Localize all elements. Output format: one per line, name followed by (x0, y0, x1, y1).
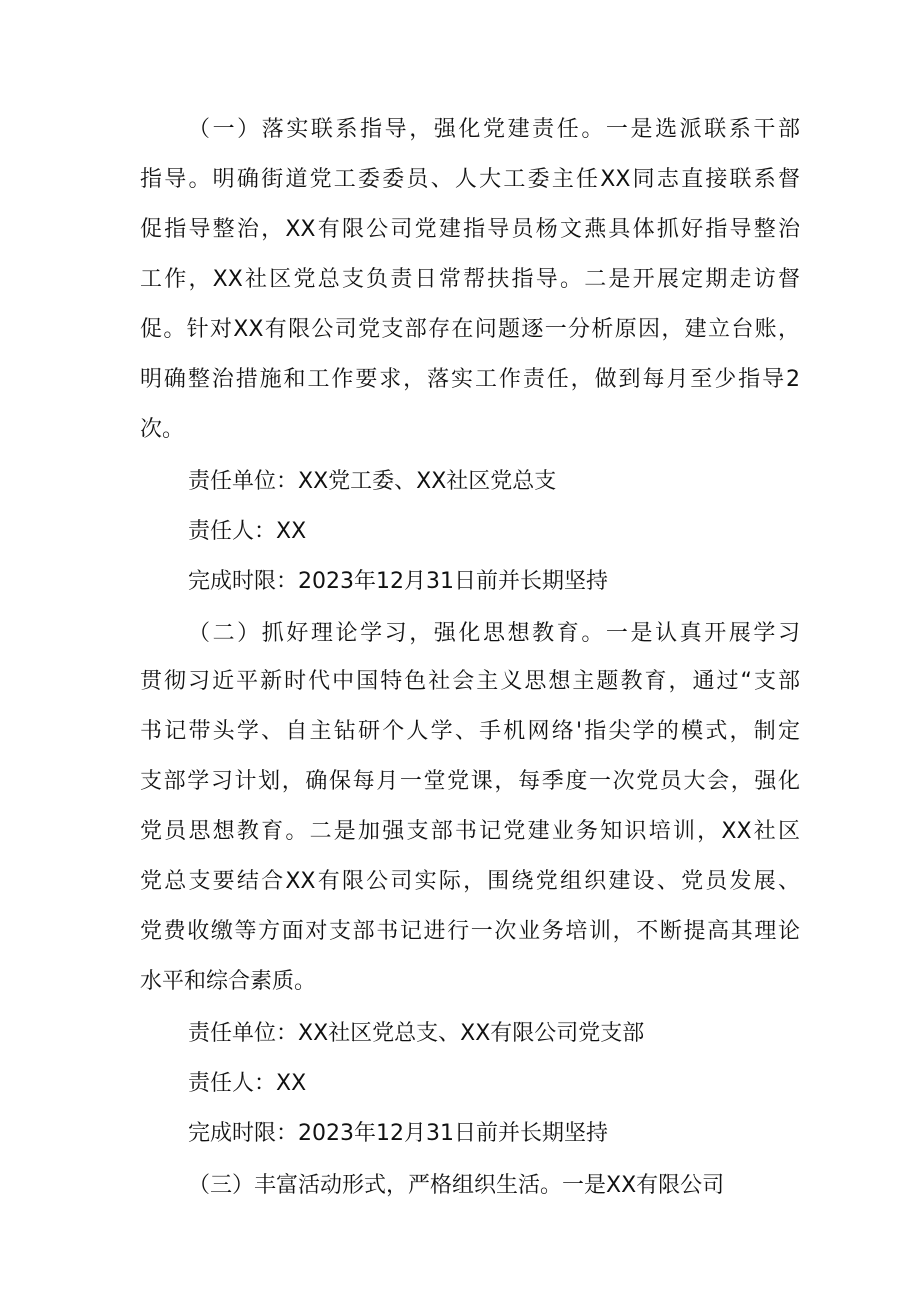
paragraph-line: （三）丰富活动形式，严格组织生活。一是XX有限公司 (188, 1173, 725, 1198)
responsible-person: 责任人：XX (188, 519, 307, 544)
paragraph-line: 支部学习计划，确保每月一堂党课，每季度一次党员大会，强化 (140, 769, 800, 794)
paragraph-line: 贯彻习近平新时代中国特色社会主义思想主题教育，通过“支部 (140, 669, 800, 694)
paragraph-line: 党员思想教育。二是加强支部书记党建业务知识培训，XX社区 (140, 819, 800, 844)
paragraph-line: （一）落实联系指导，强化党建责任。一是选派联系干部 (188, 117, 800, 142)
paragraph-line: 次。 (140, 417, 185, 442)
paragraph-line: 促。针对XX有限公司党支部存在问题逐一分析原因，建立台账， (140, 317, 800, 342)
paragraph-line: 党费收缴等方面对支部书记进行一次业务培训，不断提高其理论 (140, 919, 800, 944)
responsible-person: 责任人：XX (188, 1071, 307, 1096)
responsible-unit: 责任单位：XX党工委、XX社区党总支 (188, 469, 557, 494)
paragraph-line: 水平和综合素质。 (140, 969, 317, 994)
paragraph-line: 明确整治措施和工作要求，落实工作责任，做到每月至少指导2 (140, 367, 800, 392)
paragraph-line: 促指导整治，XX有限公司党建指导员杨文燕具体抓好指导整治 (140, 217, 800, 242)
paragraph-line: 党总支要结合XX有限公司实际，围绕党组织建设、党员发展、 (140, 869, 800, 894)
responsible-unit: 责任单位：XX社区党总支、XX有限公司党支部 (188, 1021, 645, 1046)
paragraph-line: 工作，XX社区党总支负责日常帮扶指导。二是开展定期走访督 (140, 267, 800, 292)
deadline: 完成时限：2023年12月31日前并长期坚持 (188, 1121, 608, 1146)
paragraph-line: （二）抓好理论学习，强化思想教育。一是认真开展学习 (188, 621, 800, 646)
paragraph-line: 指导。明确街道党工委委员、人大工委主任XX同志直接联系督 (140, 167, 800, 192)
deadline: 完成时限：2023年12月31日前并长期坚持 (188, 569, 608, 594)
paragraph-line: 书记带头学、自主钻研个人学、手机网络'指尖学的模式，制定 (140, 719, 800, 744)
